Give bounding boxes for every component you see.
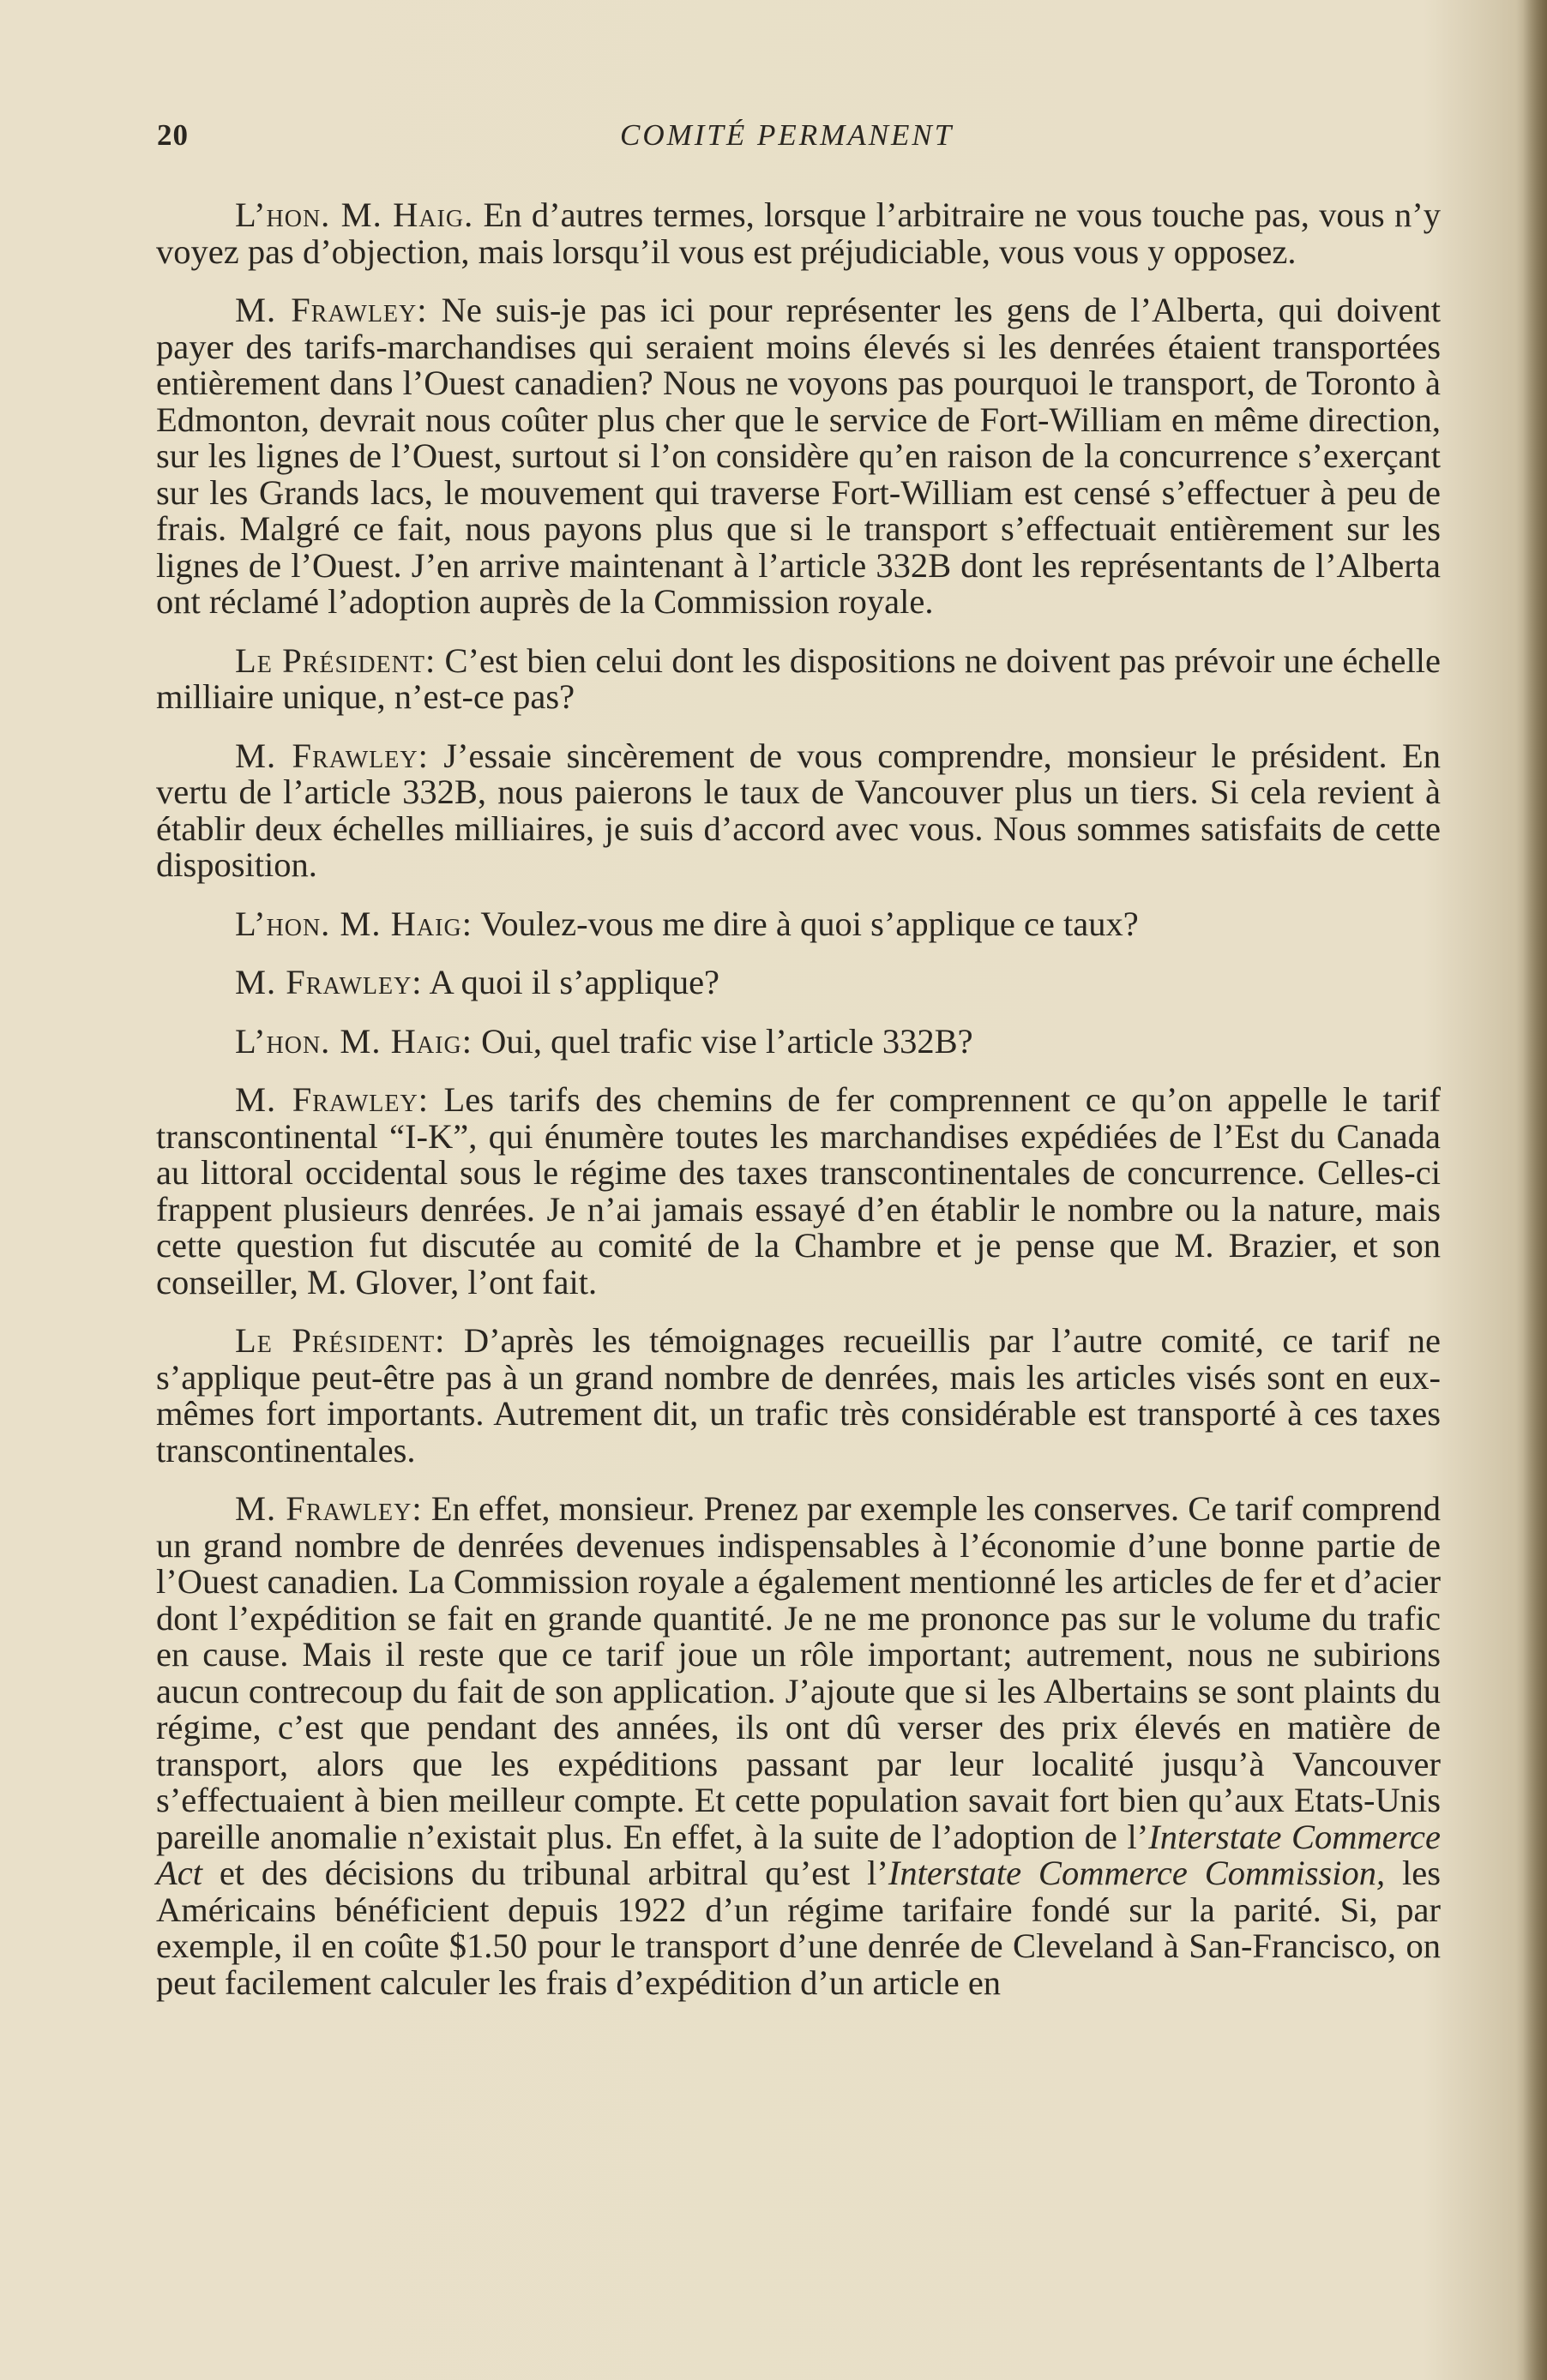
paragraph-1	[156, 197, 1441, 270]
paragraph-text: C’est bien celui dont les dispositions ne doivent pas prévoir une échelle milliaire unique, n’est-ce pas?	[156, 640, 1442, 716]
speaker-name: M. Frawley:	[235, 291, 428, 329]
paragraph-text: Voulez-vous me dire à quoi s’applique ce taux?	[472, 904, 1139, 943]
paragraph-5	[156, 906, 1441, 943]
paragraph-text: Oui, quel trafic vise l’article 332B?	[472, 1021, 973, 1061]
paragraph-text: En effet, monsieur. Prenez par exemple les conserves. Ce tarif comprend un grand nombre de denrées devenues indispensables à l’économie d’une bonne partie de l’Ouest canadien. La Commission royale a également mentionné les articles de fer et d’acier dont l’expédition se fait en grande quantité. Je ne me prononce pas sur le volume du trafic en cause. Mais il reste que ce tarif joue un rôle important; autrement, nous ne subirions aucun contrecoup du fait de son application. J’ajoute que si les Albertains se sont plaints du régime, c’est que pendant des années, ils ont dû verser des prix élevés en matière de transport, alors que les expéditions passant par leur localité jusqu’à Vancouver s’effectuaient à bien meilleur compte. Et cette population savait fort bien qu’aux Etats-Unis pareille anomalie n’existait plus. En effet, à la suite de l’adoption de l’	[156, 1489, 1441, 1856]
paragraph-2	[156, 292, 1441, 621]
paragraph-text: Ne suis-je pas ici pour représenter les gens de l’Alberta, qui doivent payer des tarifs-marchandises qui seraient moins élevés si les denrées étaient transportées entièrement dans l’Ouest canadien? Nous ne voyons pas pourquoi le transport, de Toronto à Edmonton, devrait nous coûter plus cher que le service de Fort-William en même direction, sur les lignes de l’Ouest, surtout si l’on considère qu’en raison de la concurrence s’exerçant sur les Grands lacs, le mouvement qui traverse Fort-William est censé s’effectuer à peu de frais. Malgré ce fait, nous payons plus que si le transport s’effectuait entièrement sur les lignes de l’Ouest. J’en arrive maintenant à l’article 332B dont les représentants de l’Alberta ont réclamé l’adoption auprès de la Commission royale.	[156, 291, 1441, 621]
speaker-name: Le Président:	[235, 640, 436, 680]
speaker-name: M. Frawley:	[235, 963, 423, 1001]
italic-title: Interstate Commerce Commission,	[888, 1854, 1386, 1892]
page-header	[157, 118, 1443, 161]
italic-title: Interstate Commerce Act	[156, 1817, 1441, 1892]
page-number: 20	[157, 118, 189, 152]
body-text	[156, 197, 1441, 2023]
paragraph-9	[156, 1323, 1441, 1469]
paragraph-text: et des décisions du tribunal arbitral qu’est l’	[202, 1854, 888, 1892]
paragraph-10	[156, 1491, 1441, 2001]
speaker-name: Le Président:	[235, 1321, 446, 1360]
paragraph-text: D’après les témoignages recueillis par l’autre comité, ce tarif ne s’applique peut-être pas à un grand nombre de denrées, mais les articles visés sont en eux-mêmes fort importants. Autrement dit, un trafic très considérable est transporté à ces taxes transcontinentales.	[156, 1321, 1441, 1469]
paragraph-3	[156, 640, 1442, 716]
paragraph-text: A quoi il s’applique?	[422, 963, 720, 1001]
paragraph-text: En d’autres termes, lorsque l’arbitraire ne vous touche pas, vous n’y voyez pas d’objection, mais lorsqu’il vous est préjudiciable, vous vous y opposez.	[156, 195, 1441, 271]
paragraph-text: les Américains bénéficient depuis 1922 d’un régime tarifaire fondé sur la parité. Si, par exemple, il en coûte $1.50 pour le transport d’une denrée de Cleveland à San-Francisco, on peut facilement calculer les frais d’expédition d’un article en	[156, 1854, 1441, 2002]
speaker-name: L’hon. M. Haig:	[235, 904, 473, 943]
paragraph-7	[156, 1021, 1441, 1061]
paragraph-text: Les tarifs des chemins de fer comprennent ce qu’on appelle le tarif transcontinental “I-K”, qui énumère toutes les marchandises expédiées de l’Est du Canada au littoral occidental sous le régime des taxes transcontinentales de concurrence. Celles-ci frappent plusieurs denrées. Je n’ai jamais essayé d’en établir le nombre ou la nature, mais cette question fut discutée au comité de la Chambre et je pense que M. Brazier, et son conseiller, M. Glover, l’ont fait.	[156, 1080, 1441, 1301]
speaker-name: M. Frawley:	[235, 1489, 423, 1528]
paragraph-4	[156, 738, 1441, 884]
paragraph-6	[156, 965, 1441, 1001]
paragraph-text: J’essaie sincèrement de vous comprendre, monsieur le président. En vertu de l’article 332B, nous paierons le taux de Vancouver plus un tiers. Si cela revient à établir deux échelles milliaires, je suis d’accord avec vous. Nous sommes satisfaits de cette disposition.	[156, 736, 1441, 884]
speaker-name: L’hon. M. Haig:	[235, 1021, 473, 1061]
speaker-name: L’hon. M. Haig.	[235, 195, 474, 234]
speaker-name: M. Frawley:	[235, 1080, 429, 1119]
paragraph-8	[156, 1082, 1441, 1301]
running-title: COMITÉ PERMANENT	[620, 118, 954, 152]
page-edge-shadow	[1523, 0, 1547, 2380]
speaker-name: M. Frawley:	[235, 736, 429, 775]
